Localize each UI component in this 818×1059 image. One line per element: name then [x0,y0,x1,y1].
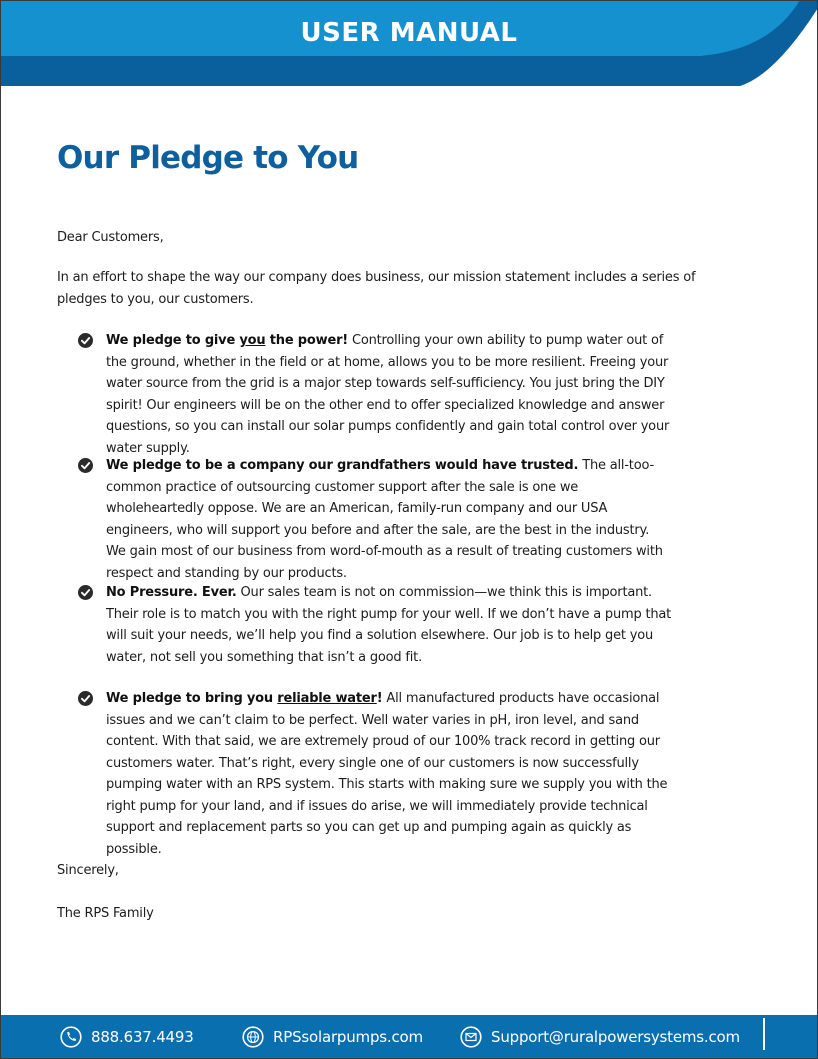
phone-number: 888.637.4493 [91,1028,194,1046]
pledge-text: We pledge to give you the power! Controlling your own ability to pump water out of the ground, whether in the field or at home, allows you to be more resilient. Freeing your water source from the grid is a major step towards self-sufficiency. You just bring the DIY spirit! Our engineers will be on the other end to offer specialized knowledge and answer questions, so you can install our solar pumps confidently and gain total control over your water supply. [106,333,670,456]
footer-email[interactable] [460,1026,740,1048]
globe-icon [242,1026,264,1048]
phone-icon [60,1026,82,1048]
header-banner [0,0,818,86]
pledge-lead: We pledge to give you the power! [106,333,349,348]
footer-divider [763,1018,765,1050]
closing: Sincerely, [57,863,119,878]
pledge-text: No Pressure. Ever. Our sales team is not on commission—we think this is important. Their role is to match you with the right pump for your well. If we don’t have a pump that will suit your needs, we’ll help you find a solution elsewhere. Our job is to help get you water, not sell you something that isn’t a good fit. [106,585,672,665]
pledge-text: We pledge to bring you reliable water! All manufactured products have occasional issues and we can’t claim to be perfect. Well water varies in pH, iron level, and sand content. With that said, we are extremely proud of our 100% track record in getting our customers water. That’s right, every single one of our customers is now successfully pumping water with an RPS system. This starts with making sure we supply you with the right pump for your land, and if issues do arise, we will immediately provide technical support and replacement parts so you can get up and pumping again as quickly as possible. [106,691,668,857]
email-link: Support@ruralpowersystems.com [491,1028,740,1046]
footer-bar [0,1015,818,1059]
pledge-lead: We pledge to bring you reliable water! [106,691,383,706]
header-title: USER MANUAL [300,18,518,48]
intro-paragraph: In an effort to shape the way our company does business, our mission statement includes a series of pledges to you, our customers. [57,270,696,307]
checkmark-circle-icon [78,691,93,706]
pledge-text: We pledge to be a company our grandfathers would have trusted. The all-too-common practice of outsourcing customer support after the sale is one we wholeheartedly oppose. We are an American, family-run company and our USA engineers, who will support you before and after the sale, are the best in the industry. We gain most of our business from word-of-mouth as a result of treating customers with respect and standing by our products. [106,458,663,581]
checkmark-circle-icon [78,585,93,600]
checkmark-circle-icon [78,458,93,473]
page-title: Our Pledge to You [57,140,359,176]
salutation: Dear Customers, [57,230,164,245]
footer-website[interactable] [242,1026,423,1048]
footer-phone[interactable] [60,1026,194,1048]
pledge-lead: We pledge to be a company our grandfathers would have trusted. [106,458,579,473]
checkmark-circle-icon [78,333,93,348]
signature: The RPS Family [57,906,154,921]
website-link: RPSsolarpumps.com [273,1028,423,1046]
pledge-lead: No Pressure. Ever. [106,585,237,600]
mail-icon [460,1026,482,1048]
